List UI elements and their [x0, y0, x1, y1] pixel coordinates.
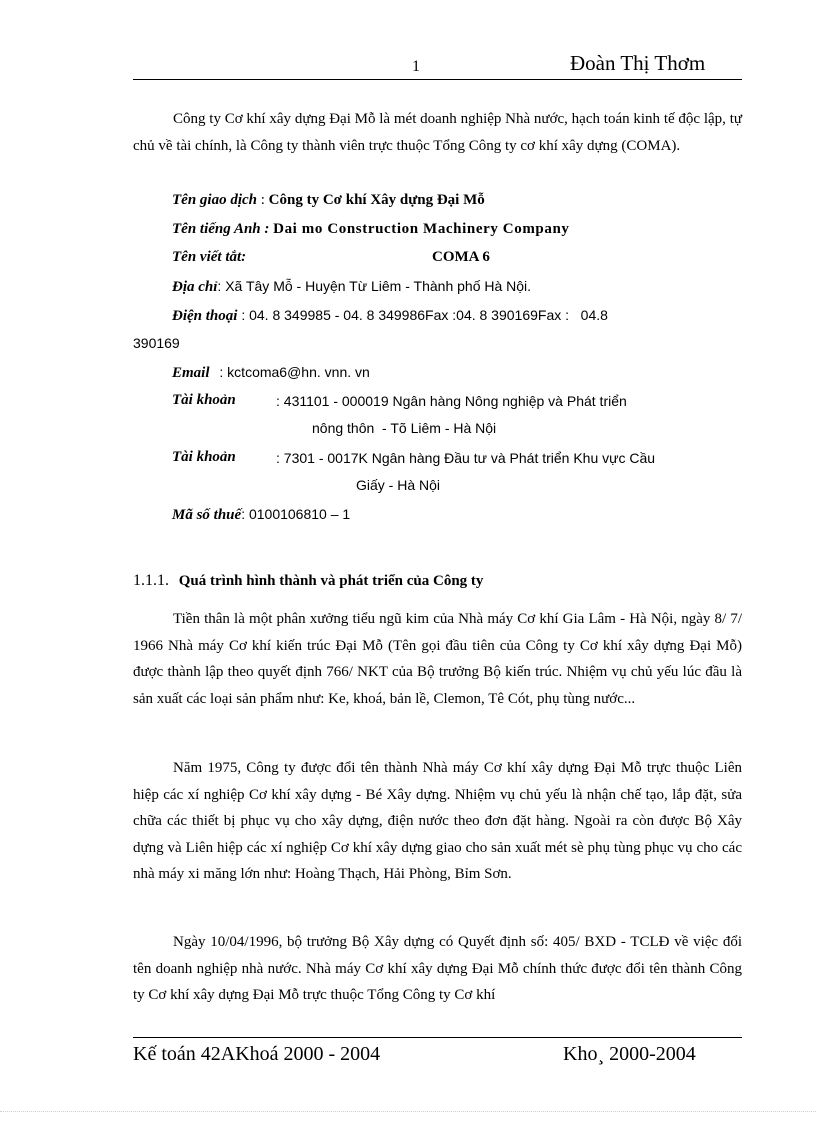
trade-name-label: Tên giao dịch — [172, 192, 257, 208]
account1-row — [172, 392, 236, 409]
email-label: Email — [172, 365, 210, 381]
account2-continuation: Giấy - Hà Nội — [356, 477, 441, 493]
intro-paragraph: Công ty Cơ khí xây dựng Đại Mỗ là mét doanh nghiệp Nhà nước, hạch toán kinh tế độc lập, tự chủ về tài chính, là Công ty thành viên trực thuộc Tổng Công ty cơ khí xây dựng (COMA). — [133, 111, 742, 154]
account2-row — [172, 449, 236, 466]
address-label: Địa chỉ — [172, 279, 218, 295]
english-name-label: Tên tiếng Anh : — [172, 221, 270, 237]
history-paragraph-3: Ngày 10/04/1996, bộ trưởng Bộ Xây dựng có Quyết định số: 405/ BXD - TCLĐ về việc đổi tên doanh nghiệp nhà nước. Nhà máy Cơ khí xây dựng Đại Mỗ chính thức được đổi tên thành Công ty Cơ khí xây dựng Đại Mỗ trực thuộc Tổng Công ty Cơ khí — [133, 934, 742, 1003]
phone-label: Điện thoại — [172, 308, 238, 324]
trade-name-sep: : — [257, 192, 269, 208]
account1-label: Tài khoản — [172, 392, 236, 408]
trade-name-value: Công ty Cơ khí Xây dựng Đại Mỗ — [268, 192, 485, 208]
section-title: Quá trình hình thành và phát triển của Công ty — [178, 573, 484, 589]
section-number: 1.1.1. — [133, 572, 169, 589]
address-value: : Xã Tây Mỗ - Huyện Từ Liêm - Thành phố Hà Nội. — [217, 278, 532, 294]
phone-value: : 04. 8 349985 - 04. 8 349986Fax :04. 8 390169Fax : 04.8 — [237, 307, 608, 323]
english-name-row — [172, 221, 570, 238]
page-bottom-edge — [0, 1111, 816, 1112]
phone-row — [172, 307, 608, 325]
address-row — [172, 278, 531, 296]
tax-label: Mã số thuế — [172, 507, 242, 523]
footer-left: Kế toán 42AKhoá 2000 - 2004 — [133, 1043, 381, 1065]
tax-value: : 0100106810 – 1 — [241, 506, 351, 522]
account1-continuation: nông thôn - Tõ Liêm - Hà Nội — [312, 420, 497, 436]
short-name-value: COMA 6 — [432, 249, 490, 265]
section-heading — [133, 572, 483, 590]
account1-value: : 431101 - 000019 Ngân hàng Nông nghiệp và Phát triển — [276, 393, 627, 409]
account2-value: : 7301 - 0017K Ngân hàng Đầu tư và Phát triển Khu vực Cầu — [276, 450, 656, 466]
history-paragraph-1: Tiền thân là một phân xưởng tiểu ngũ kim của Nhà máy Cơ khí Gia Lâm - Hà Nội, ngày 8/ 7/ 1966 Nhà máy Cơ khí kiến trúc Đại Mỗ (Tên gọi đầu tiên của Công ty Cơ khí xây dựng Đại Mỗ) được thành lập theo quyết định 766/ NKT của Bộ trưởng Bộ kiến trúc. Nhiệm vụ chủ yếu lúc đầu là sản xuất các loại sản phẩm như: Ke, khoá, bản lề, Clemon, Tê Cót, phụ tùng nước... — [133, 611, 742, 707]
email-row — [172, 364, 370, 382]
english-name-value: Dai mo Construction Machinery Company — [273, 221, 570, 237]
short-name-label: Tên viết tắt: — [172, 249, 247, 265]
footer-rule — [133, 1037, 742, 1038]
phone-continuation: 390169 — [133, 335, 180, 351]
page-number: 1 — [412, 58, 420, 75]
footer-right: Kho¸ 2000-2004 — [563, 1043, 696, 1065]
account2-label: Tài khoản — [172, 449, 236, 465]
tax-row — [172, 506, 350, 524]
header-author: Đoàn Thị Thơm — [570, 51, 706, 75]
short-name-row — [172, 249, 246, 266]
header-rule — [133, 79, 742, 80]
history-paragraph-2: Năm 1975, Công ty được đổi tên thành Nhà máy Cơ khí xây dựng Đại Mỗ trực thuộc Liên hiệp các xí nghiệp Cơ khí xây dựng - Bé Xây dựng. Nhiệm vụ chủ yếu là nhận chế tạo, lắp đặt, sửa chữa các thiết bị phục vụ cho xây dựng, điện nước theo đơn đặt hàng. Ngoài ra còn được Bộ Xây dựng và Liên hiệp các xí nghiệp Cơ khí xây dựng giao cho sản xuất mét sè phụ tùng phục vụ cho các nhà máy xi măng lớn như: Hoàng Thạch, Hải Phòng, Bỉm Sơn. — [133, 760, 742, 882]
email-value: : kctcoma6@hn. vnn. vn — [215, 364, 370, 380]
trade-name-row — [172, 192, 485, 209]
